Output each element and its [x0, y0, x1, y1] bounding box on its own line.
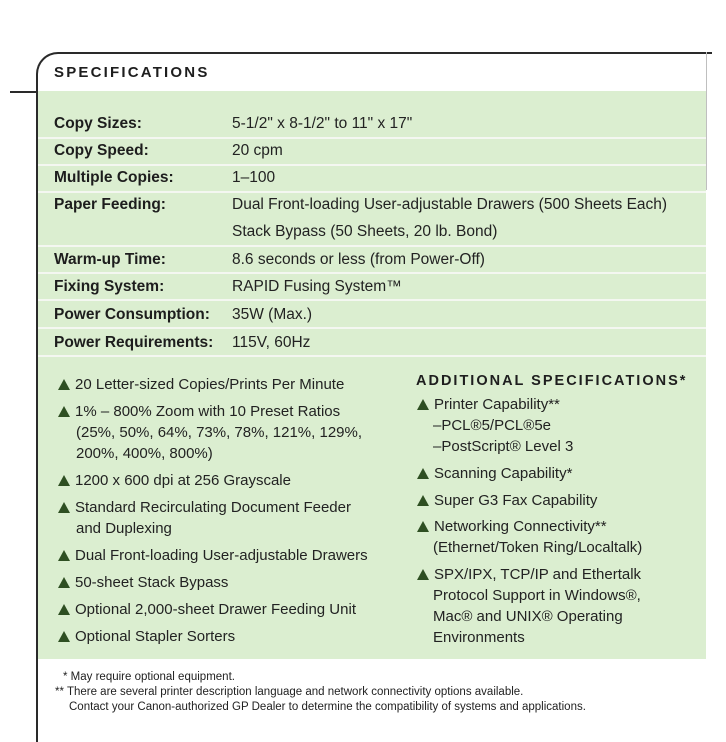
- triangle-bullet-icon: [58, 604, 70, 615]
- spec-label: Multiple Copies:: [54, 169, 174, 186]
- triangle-bullet-icon: [417, 495, 429, 506]
- additional-item: Networking Connectivity** (Ethernet/Token Ring/Localtalk): [417, 516, 702, 558]
- spec-value: Dual Front-loading User-adjustable Drawers (500 Sheets Each): [232, 196, 668, 213]
- spec-value: 35W (Max.): [232, 306, 313, 323]
- row-separator: [38, 137, 706, 139]
- triangle-bullet-icon: [58, 631, 70, 642]
- spec-label: Paper Feeding:: [54, 196, 166, 213]
- spec-value: 5-1/2" x 8-1/2" to 11" x 17": [232, 115, 413, 132]
- spec-label: Warm-up Time:: [54, 251, 166, 268]
- row-separator: [38, 355, 706, 357]
- spec-value: RAPID Fusing System™: [232, 278, 402, 295]
- triangle-bullet-icon: [58, 550, 70, 561]
- triangle-bullet-icon: [417, 399, 429, 410]
- feature-item: 1% – 800% Zoom with 10 Preset Ratios (25%, 50%, 64%, 73%, 78%, 121%, 129%, 200%, 400%, 800%): [58, 401, 408, 464]
- additional-item: Printer Capability** –PCL®5/PCL®5e –PostScript® Level 3: [417, 394, 702, 457]
- spec-label: Power Requirements:: [54, 334, 214, 351]
- feature-item: Optional 2,000-sheet Drawer Feeding Unit: [58, 599, 408, 620]
- feature-item: Standard Recirculating Document Feeder and Duplexing: [58, 497, 408, 539]
- row-separator: [38, 299, 706, 301]
- spec-label: Fixing System:: [54, 278, 165, 295]
- spec-label: Power Consumption:: [54, 306, 210, 323]
- spec-value: 1–100: [232, 169, 276, 186]
- feature-item: Dual Front-loading User-adjustable Drawers: [58, 545, 408, 566]
- row-separator: [38, 245, 706, 247]
- feature-item: Optional Stapler Sorters: [58, 626, 408, 647]
- triangle-bullet-icon: [417, 569, 429, 580]
- feature-item: 1200 x 600 dpi at 256 Grayscale: [58, 470, 408, 491]
- feature-item: 20 Letter-sized Copies/Prints Per Minute: [58, 374, 408, 395]
- spec-value: 8.6 seconds or less (from Power-Off): [232, 251, 485, 268]
- footnote: ** There are several printer description language and network connectivity options available.: [55, 686, 524, 698]
- footnote: * May require optional equipment.: [63, 671, 235, 683]
- row-separator: [38, 191, 706, 193]
- additional-specs-heading: ADDITIONAL SPECIFICATIONS*: [416, 373, 688, 389]
- spec-value: 20 cpm: [232, 142, 283, 159]
- right-rule: [706, 52, 707, 190]
- triangle-bullet-icon: [58, 406, 70, 417]
- triangle-bullet-icon: [417, 521, 429, 532]
- spec-value: 115V, 60Hz: [232, 334, 311, 351]
- additional-item: Scanning Capability*: [417, 463, 702, 484]
- additional-item: SPX/IPX, TCP/IP and Ethertalk Protocol Support in Windows®, Mac® and UNIX® Operating Environments: [417, 564, 702, 648]
- triangle-bullet-icon: [58, 577, 70, 588]
- footnote: Contact your Canon-authorized GP Dealer to determine the compatibility of systems and applications.: [69, 701, 586, 713]
- additional-item: Super G3 Fax Capability: [417, 490, 702, 511]
- feature-item: 50-sheet Stack Bypass: [58, 572, 408, 593]
- row-separator: [38, 327, 706, 329]
- triangle-bullet-icon: [58, 475, 70, 486]
- heading-rule: [10, 91, 38, 93]
- spec-label: Copy Sizes:: [54, 115, 142, 132]
- triangle-bullet-icon: [417, 468, 429, 479]
- spec-value: Stack Bypass (50 Sheets, 20 lb. Bond): [232, 223, 498, 240]
- spec-label: Copy Speed:: [54, 142, 149, 159]
- page-title: SPECIFICATIONS: [54, 64, 210, 81]
- triangle-bullet-icon: [58, 379, 70, 390]
- row-separator: [38, 272, 706, 274]
- triangle-bullet-icon: [58, 502, 70, 513]
- row-separator: [38, 164, 706, 166]
